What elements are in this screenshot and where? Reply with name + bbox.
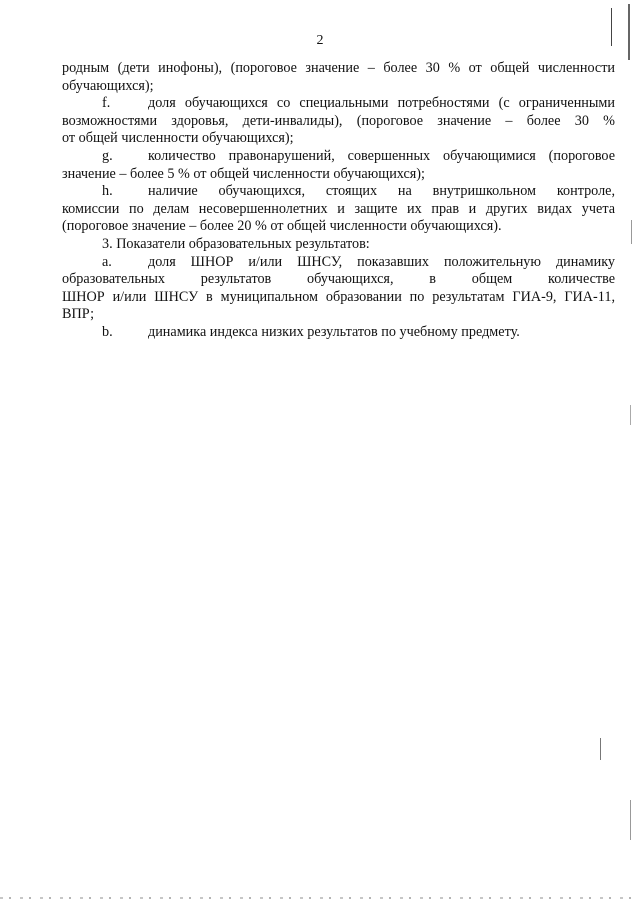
text-line: обучающихся); — [62, 77, 154, 94]
text-line: (пороговое значение – более 20 % от общей численности обучающихся). — [62, 218, 502, 235]
list-marker: f. — [102, 95, 111, 112]
list-item-text: доля ШНОР и/или ШНСУ, показавших положительную динамику — [148, 253, 615, 270]
scan-edge-mark — [611, 8, 612, 46]
text-line: ВПР; — [62, 306, 95, 323]
list-item-g — [62, 148, 615, 166]
document-body — [62, 60, 615, 342]
text-line: возможностями здоровья, дети-инвалиды), (пороговое значение – более 30 % — [62, 112, 615, 129]
text-line: ШНОР и/или ШНСУ в муниципальном образовании по результатам ГИА-9, ГИА-11, — [62, 288, 615, 305]
list-item-text: наличие обучающихся, стоящих на внутришкольном контроле, — [148, 183, 615, 200]
list-marker: h. — [102, 183, 113, 200]
scan-edge-mark — [630, 405, 631, 425]
scan-bottom-noise — [0, 897, 640, 899]
text-line: комиссии по делам несовершеннолетних и защите их прав и других видах учета — [62, 200, 615, 217]
list-marker: g. — [102, 147, 113, 164]
list-item-h — [62, 183, 615, 201]
list-marker: a. — [102, 253, 112, 270]
list-marker: b. — [102, 323, 113, 340]
list-item-a — [62, 254, 615, 272]
list-item-b — [62, 324, 615, 342]
text-line: значение – более 5 % от общей численности обучающихся); — [62, 165, 425, 182]
list-item-f — [62, 95, 615, 113]
scan-edge-mark — [630, 800, 631, 840]
section-heading: 3. Показатели образовательных результатов: — [102, 235, 370, 252]
scan-edge-mark — [631, 220, 632, 244]
scan-edge-mark — [600, 738, 601, 760]
list-item-text: динамика индекса низких результатов по учебному предмету. — [148, 323, 520, 340]
text-line: образовательных результатов обучающихся, в общем количестве — [62, 271, 615, 288]
list-item-text: количество правонарушений, совершенных обучающимися (пороговое — [148, 147, 615, 164]
page-number: 2 — [316, 33, 324, 48]
list-item-text: доля обучающихся со специальными потребностями (с ограниченными — [148, 95, 615, 112]
text-line: родным (дети инофоны), (пороговое значение – более 30 % от общей численности — [62, 60, 615, 76]
text-line: от общей численности обучающихся); — [62, 130, 294, 147]
scan-edge-mark — [628, 4, 630, 60]
